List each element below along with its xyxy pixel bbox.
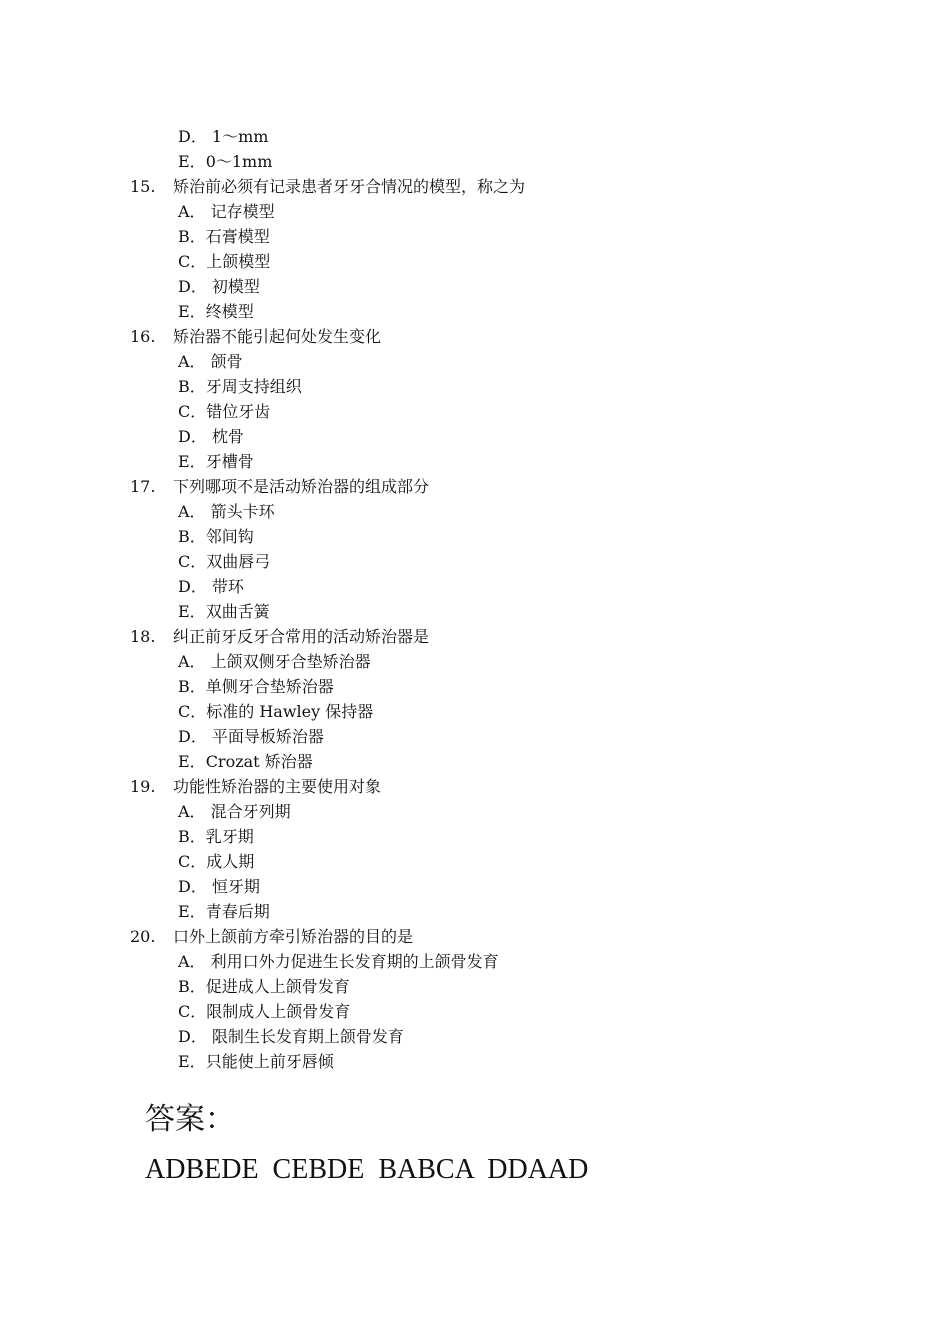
option-label: C． bbox=[178, 552, 207, 571]
question-number: 19. bbox=[130, 777, 156, 796]
option-d bbox=[178, 124, 268, 149]
option-label: D． bbox=[178, 1027, 207, 1046]
option-text: Crozat 矫治器 bbox=[205, 752, 313, 771]
option-c bbox=[178, 999, 350, 1024]
option-label: D． bbox=[178, 877, 207, 896]
question-15 bbox=[0, 174, 950, 199]
option-e bbox=[178, 599, 270, 624]
answers-heading: 答案： bbox=[145, 1102, 235, 1137]
question-number: 17. bbox=[130, 477, 156, 496]
question-20 bbox=[0, 924, 950, 949]
option-label: A． bbox=[178, 652, 206, 671]
option-text: 利用口外力促进生长发育期的上颌骨发育 bbox=[205, 952, 499, 971]
option-text: 错位牙齿 bbox=[206, 402, 271, 421]
option-text: 颌骨 bbox=[205, 352, 243, 371]
option-text: 1～mm bbox=[206, 127, 269, 146]
option-text: 记存模型 bbox=[205, 202, 275, 221]
option-label: C． bbox=[178, 702, 207, 721]
option-label: E． bbox=[178, 452, 206, 471]
question-number: 16. bbox=[130, 327, 156, 346]
question-16 bbox=[0, 324, 950, 349]
option-label: E． bbox=[178, 752, 206, 771]
question-18 bbox=[0, 624, 950, 649]
option-label: A． bbox=[178, 352, 206, 371]
question-text: 功能性矫治器的主要使用对象 bbox=[173, 777, 382, 796]
option-a bbox=[178, 649, 371, 674]
option-label: B． bbox=[178, 827, 206, 846]
option-text: 0～1mm bbox=[205, 152, 273, 171]
option-label: C． bbox=[178, 252, 207, 271]
option-a bbox=[178, 499, 275, 524]
question-19 bbox=[0, 774, 950, 799]
option-text: 上颌模型 bbox=[206, 252, 271, 271]
option-b bbox=[178, 674, 334, 699]
option-d bbox=[178, 274, 260, 299]
option-text: 双曲唇弓 bbox=[206, 552, 271, 571]
option-b bbox=[178, 524, 254, 549]
option-label: B． bbox=[178, 527, 206, 546]
question-text: 下列哪项不是活动矫治器的组成部分 bbox=[173, 477, 430, 496]
option-c bbox=[178, 399, 270, 424]
option-label: E． bbox=[178, 1052, 206, 1071]
option-label: B． bbox=[178, 227, 206, 246]
option-label: E． bbox=[178, 152, 206, 171]
option-text: 终模型 bbox=[205, 302, 254, 321]
option-label: D． bbox=[178, 427, 207, 446]
option-a bbox=[178, 349, 243, 374]
option-label: A． bbox=[178, 952, 206, 971]
option-text: 促进成人上颌骨发育 bbox=[205, 977, 350, 996]
option-d bbox=[178, 424, 244, 449]
option-label: E． bbox=[178, 902, 206, 921]
option-b bbox=[178, 974, 350, 999]
option-label: B． bbox=[178, 377, 206, 396]
option-d bbox=[178, 874, 260, 899]
option-b bbox=[178, 374, 302, 399]
option-a bbox=[178, 199, 275, 224]
option-c bbox=[178, 549, 270, 574]
option-text: 牙槽骨 bbox=[205, 452, 254, 471]
option-d bbox=[178, 724, 324, 749]
option-text: 邻间钩 bbox=[205, 527, 254, 546]
option-e bbox=[178, 899, 270, 924]
question-text: 纠正前牙反牙合常用的活动矫治器是 bbox=[173, 627, 430, 646]
option-e bbox=[178, 449, 254, 474]
option-label: C． bbox=[178, 852, 207, 871]
option-text: 平面导板矫治器 bbox=[206, 727, 324, 746]
option-b bbox=[178, 224, 270, 249]
option-text: 青春后期 bbox=[205, 902, 270, 921]
option-label: A． bbox=[178, 802, 206, 821]
question-17 bbox=[0, 474, 950, 499]
question-number: 18. bbox=[130, 627, 156, 646]
option-c bbox=[178, 699, 373, 724]
option-label: A． bbox=[178, 202, 206, 221]
option-a bbox=[178, 799, 291, 824]
option-label: D． bbox=[178, 577, 207, 596]
option-c bbox=[178, 249, 270, 274]
option-label: D． bbox=[178, 727, 207, 746]
option-text: 初模型 bbox=[206, 277, 260, 296]
option-e bbox=[178, 299, 254, 324]
option-text: 上颌双侧牙合垫矫治器 bbox=[205, 652, 371, 671]
option-label: C． bbox=[178, 1002, 207, 1021]
option-text: 石膏模型 bbox=[205, 227, 270, 246]
option-text: 双曲舌簧 bbox=[205, 602, 270, 621]
option-text: 限制生长发育期上颌骨发育 bbox=[206, 1027, 404, 1046]
option-text: 牙周支持组织 bbox=[205, 377, 302, 396]
option-text: 只能使上前牙唇倾 bbox=[205, 1052, 334, 1071]
option-label: B． bbox=[178, 977, 206, 996]
option-text: 成人期 bbox=[206, 852, 255, 871]
option-label: E． bbox=[178, 602, 206, 621]
option-label: B． bbox=[178, 677, 206, 696]
option-label: D． bbox=[178, 277, 207, 296]
option-text: 带环 bbox=[206, 577, 244, 596]
option-e bbox=[178, 1049, 334, 1074]
option-label: D． bbox=[178, 127, 207, 146]
option-label: E． bbox=[178, 302, 206, 321]
answer-key: ADBEDE CEBDE BABCA DDAAD bbox=[145, 1154, 589, 1185]
option-text: 标准的 Hawley 保持器 bbox=[206, 702, 374, 721]
option-text: 混合牙列期 bbox=[205, 802, 291, 821]
option-label: A． bbox=[178, 502, 206, 521]
option-text: 单侧牙合垫矫治器 bbox=[205, 677, 334, 696]
option-c bbox=[178, 849, 254, 874]
option-b bbox=[178, 824, 254, 849]
option-text: 乳牙期 bbox=[205, 827, 254, 846]
option-e bbox=[178, 149, 272, 174]
question-number: 20. bbox=[130, 927, 156, 946]
question-number: 15. bbox=[130, 177, 156, 196]
option-text: 限制成人上颌骨发育 bbox=[206, 1002, 351, 1021]
option-text: 箭头卡环 bbox=[205, 502, 275, 521]
question-text: 口外上颌前方牵引矫治器的目的是 bbox=[173, 927, 414, 946]
option-text: 枕骨 bbox=[206, 427, 244, 446]
option-a bbox=[178, 949, 499, 974]
option-d bbox=[178, 574, 244, 599]
question-text: 矫治前必须有记录患者牙牙合情况的模型，称之为 bbox=[173, 177, 526, 196]
question-text: 矫治器不能引起何处发生变化 bbox=[173, 327, 382, 346]
option-text: 恒牙期 bbox=[206, 877, 260, 896]
option-label: C． bbox=[178, 402, 207, 421]
option-e bbox=[178, 749, 313, 774]
option-d bbox=[178, 1024, 404, 1049]
